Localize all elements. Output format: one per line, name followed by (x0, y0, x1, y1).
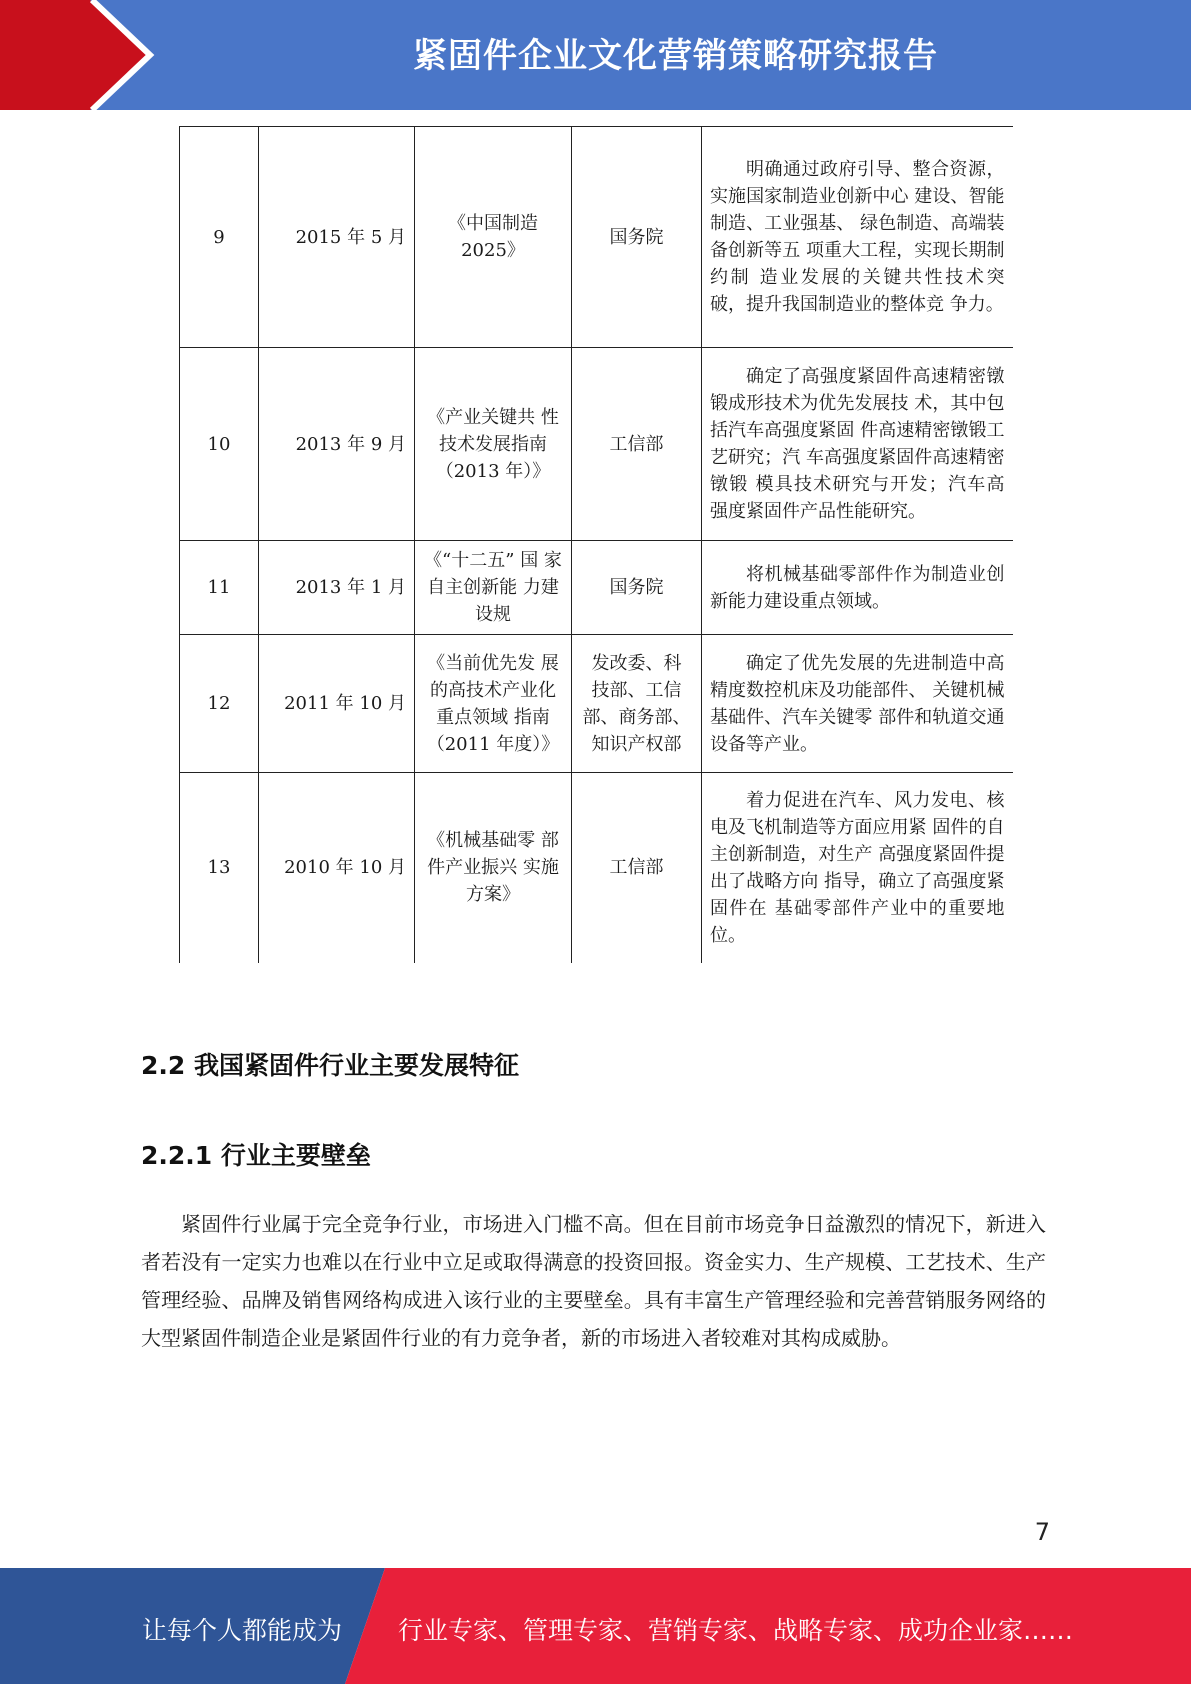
row-policy-title: 《机械基础零 部件产业振兴 实施方案》 (415, 773, 572, 963)
row-number: 10 (180, 348, 259, 541)
page-number: 7 (1034, 1518, 1050, 1546)
table-row (180, 635, 1013, 773)
table-row (180, 541, 1013, 635)
row-date: 2013 年 9 月 (259, 348, 415, 541)
body-paragraph: 紧固件行业属于完全竞争行业，市场进入门槛不高。但在目前市场竞争日益激烈的情况下，新进入者若没有一定实力也难以在行业中立足或取得满意的投资回报。资金实力、生产规模、工艺技术、生产管理经验、品牌及销售网络构成进入该行业的主要壁垒。具有丰富生产管理经验和完善营销服务网络的大型紧固件制造企业是紧固件行业的有力竞争者，新的市场进入者较难对其构成威胁。 (141, 1212, 1046, 1350)
footer-slogan-left: 让每个人都能成为 (142, 1616, 343, 1645)
row-content: 着力促进在汽车、风力发电、核电及飞机制造等方面应用紧 固件的自主创新制造，对生产 高强度紧固件提出了战略方向 指导，确立了高强度紧固件在 基础零部件产业中的重要地 位。 (702, 773, 1013, 963)
row-issuer: 发改委、科 技部、工信 部、商务部、知识产权部 (572, 635, 702, 773)
header-arrow-decoration (0, 0, 160, 110)
row-policy-title: 《中国制造2025》 (415, 127, 572, 348)
row-number: 9 (180, 127, 259, 348)
row-issuer: 工信部 (572, 773, 702, 963)
footer-slogan-right: 行业专家、管理专家、营销专家、战略专家、成功企业家…… (398, 1616, 1074, 1645)
row-content: 确定了高强度紧固件高速精密镦锻成形技术为优先发展技 术，其中包括汽车高强度紧固 件高速精密镦锻工艺研究；汽 车高强度紧固件高速精密镦锻 模具技术研究与开发；汽车高 强度紧固件产品性能研究。 (702, 348, 1013, 541)
row-date: 2011 年 10 月 (259, 635, 415, 773)
policy-table (179, 126, 1012, 963)
section-heading: 2.2 我国紧固件行业主要发展特征 (141, 1051, 519, 1080)
table-row (180, 773, 1013, 963)
row-issuer: 国务院 (572, 541, 702, 635)
row-date: 2015 年 5 月 (259, 127, 415, 348)
table-row (180, 127, 1013, 348)
row-number: 12 (180, 635, 259, 773)
row-issuer: 工信部 (572, 348, 702, 541)
row-number: 11 (180, 541, 259, 635)
row-policy-title: 《当前优先发 展的高技术产业化重点领域 指南（2011 年度）》 (415, 635, 572, 773)
row-content: 确定了优先发展的先进制造中高精度数控机床及功能部件、 关键机械基础件、汽车关键零 部件和轨道交通设备等产业。 (702, 635, 1013, 773)
row-policy-title: 《“十二五” 国 家自主创新能 力建设规 (415, 541, 572, 635)
document-title: 紧固件企业文化营销策略研究报告 (413, 36, 938, 76)
row-date: 2013 年 1 月 (259, 541, 415, 635)
row-content: 明确通过政府引导、整合资源，实施国家制造业创新中心 建设、智能制造、工业强基、 绿色制造、高端装备创新等五 项重大工程，实现长期制约制 造业发展的关键共性技术突 破，提升我国制造业的整体竞 争力。 (702, 127, 1013, 348)
page-footer (0, 1568, 1191, 1684)
row-content: 将机械基础零部件作为制造业创新能力建设重点领域。 (702, 541, 1013, 635)
row-number: 13 (180, 773, 259, 963)
table-row (180, 348, 1013, 541)
row-issuer: 国务院 (572, 127, 702, 348)
row-date: 2010 年 10 月 (259, 773, 415, 963)
subsection-heading: 2.2.1 行业主要壁垒 (141, 1141, 371, 1170)
page-header (0, 0, 1191, 110)
row-policy-title: 《产业关键共 性技术发展指南（2013 年）》 (415, 348, 572, 541)
